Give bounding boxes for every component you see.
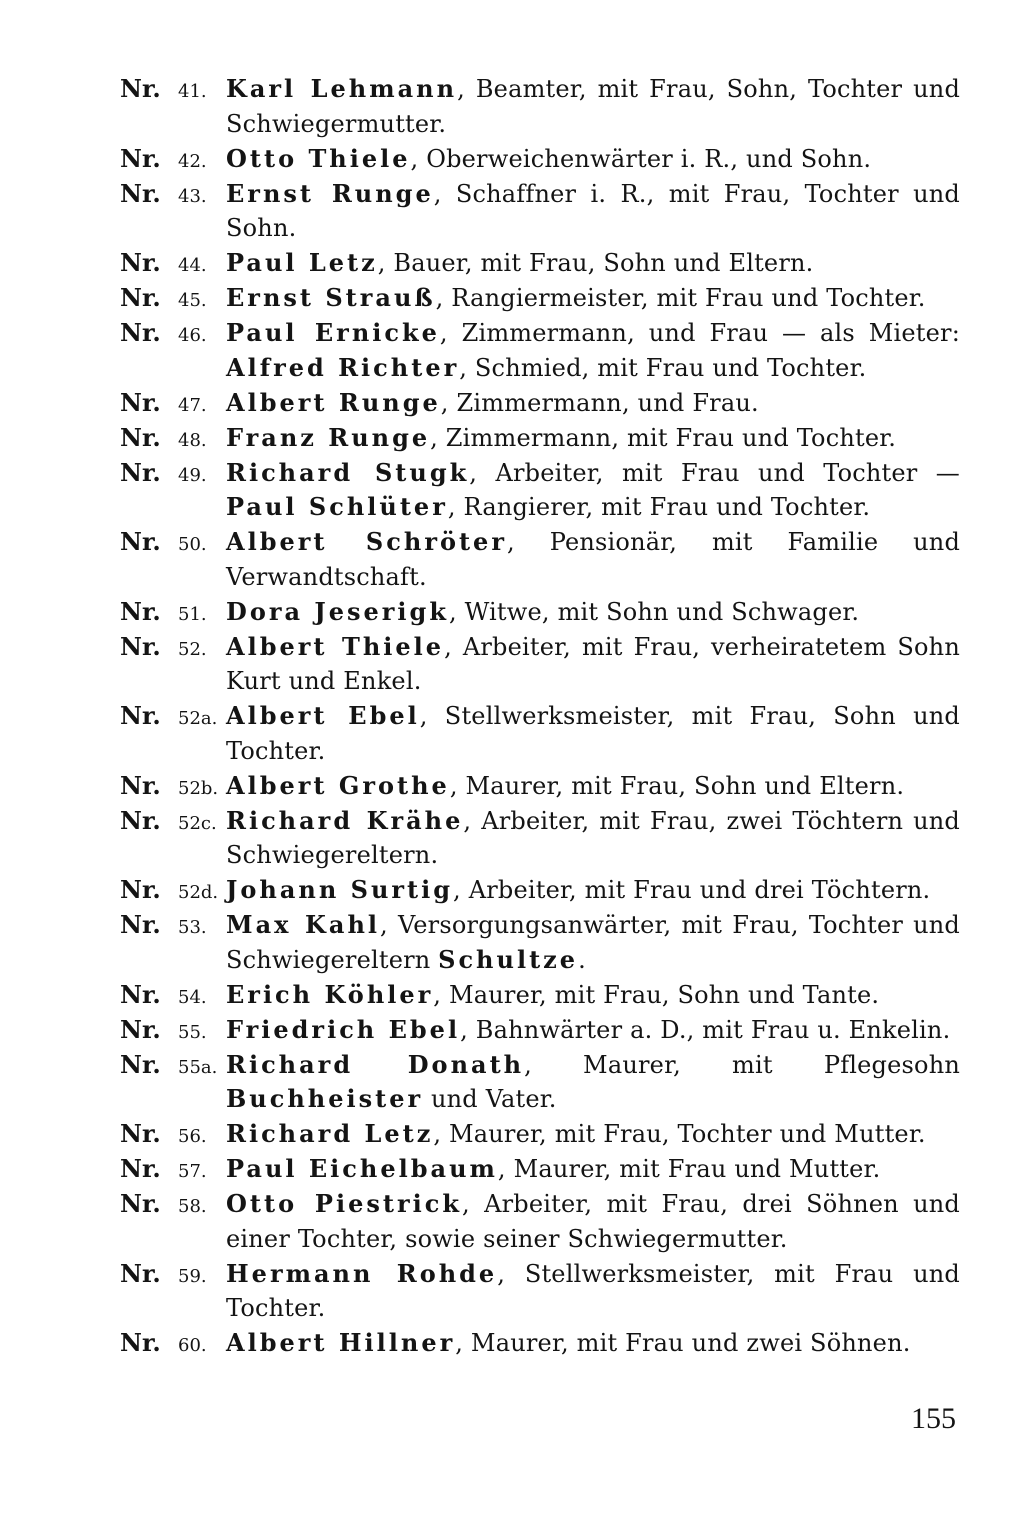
resident-name: Richard Donath (226, 1049, 525, 1079)
resident-name: Paul Letz (226, 248, 378, 277)
tenant-name: Alfred Richter (226, 352, 460, 382)
entry-number (120, 1326, 224, 1364)
list-entry (120, 1013, 960, 1048)
second-resident-description: , Rangierer, mit Frau und Tochter. (447, 493, 871, 521)
entry-number (120, 630, 224, 668)
entry-number-value: 59. (178, 1265, 207, 1287)
resident-description: , Versorgungsanwärter, mit Frau, Tochter und Schwiegereltern (226, 911, 960, 974)
resident-name: Dora Jeserigk (226, 596, 449, 626)
foster-son-name: Buchheister (226, 1084, 424, 1113)
resident-description: , Zimmermann, und Frau. (440, 388, 759, 417)
list-entry (120, 525, 960, 594)
entry-number-prefix: Nr. (120, 387, 161, 417)
entry-number-value: 54. (178, 986, 207, 1008)
list-entry (120, 595, 960, 630)
entry-number-prefix: Nr. (120, 283, 161, 312)
entry-number-prefix: Nr. (120, 1328, 161, 1357)
entry-number-prefix: Nr. (120, 910, 161, 939)
tenant-description: , Schmied, mit Frau und Tochter. (459, 353, 867, 382)
resident-list (120, 72, 960, 1361)
entry-number-value: 48. (178, 429, 207, 451)
resident-description: , Beamter, mit Frau, Sohn, Tochter und Schwiegermutter. (226, 75, 961, 138)
list-entry (120, 1048, 960, 1117)
resident-name: Richard Letz (226, 1119, 434, 1148)
entry-number-value: 52. (178, 638, 207, 660)
entry-number-value: 52d. (178, 882, 219, 903)
entry-number-value: 49. (178, 464, 207, 486)
resident-name: Paul Ernicke (226, 318, 440, 347)
resident-name: Ernst Runge (226, 178, 434, 208)
entry-number-prefix: Nr. (120, 422, 161, 452)
entry-number-prefix: Nr. (120, 701, 161, 730)
list-entry (120, 1117, 960, 1152)
entry-number (120, 1152, 224, 1190)
list-entry (120, 699, 960, 768)
list-entry (120, 1257, 960, 1326)
relative-name: Schultze (438, 944, 579, 974)
list-entry (120, 246, 960, 281)
entry-number-prefix: Nr. (120, 631, 161, 661)
entry-number-value: 58. (178, 1196, 207, 1217)
entry-number-value: 53. (178, 917, 207, 938)
resident-description: , Bauer, mit Frau, Sohn und Eltern. (377, 249, 814, 277)
entry-number (120, 72, 224, 110)
resident-name: Hermann Rohde (226, 1258, 498, 1288)
resident-description: , Pensionär, mit Familie und Verwandtschaft. (226, 528, 961, 591)
list-entry (120, 72, 960, 141)
list-entry (120, 386, 960, 421)
resident-description: , Maurer, mit Frau, Sohn und Eltern. (449, 771, 905, 800)
entry-number (120, 978, 224, 1016)
entry-number-value: 51. (178, 603, 207, 625)
entry-number-value: 47. (178, 394, 207, 416)
entry-number (120, 525, 224, 563)
entry-number-prefix: Nr. (120, 318, 161, 347)
resident-name: Otto Thiele (226, 143, 411, 173)
resident-name: Otto Piestrick (226, 1189, 462, 1218)
resident-description: , Rangiermeister, mit Frau und Tochter. (435, 284, 926, 312)
entry-number (120, 1013, 224, 1051)
list-entry (120, 769, 960, 804)
resident-name: Max Kahl (226, 910, 381, 939)
list-entry (120, 421, 960, 456)
resident-description: , Arbeiter, mit Frau, zwei Töchtern und Schwiegereltern. (226, 806, 960, 869)
resident-description: , Bahnwärter a. D., mit Frau u. Enkelin. (460, 1015, 951, 1044)
list-entry (120, 630, 960, 699)
resident-description: , Arbeiter, mit Frau, drei Söhnen und einer Tochter, sowie seiner Schwiegermutter. (226, 1190, 960, 1253)
entry-number-prefix: Nr. (120, 979, 161, 1009)
resident-name: Richard Krähe (226, 805, 464, 835)
resident-description: , Zimmermann, mit Frau und Tochter. (430, 423, 897, 452)
entry-number (120, 769, 224, 807)
entry-number (120, 1117, 224, 1155)
resident-name: Albert Hillner (226, 1328, 456, 1357)
list-entry (120, 978, 960, 1013)
list-entry (120, 1326, 960, 1361)
entry-number-value: 57. (178, 1161, 207, 1182)
resident-description: , Schaffner i. R., mit Frau, Tochter und Sohn. (226, 179, 960, 242)
entry-number (120, 873, 224, 911)
resident-description: , Arbeiter, mit Frau, verheiratetem Sohn Kurt und Enkel. (226, 632, 960, 695)
entry-number-prefix: Nr. (120, 527, 161, 556)
resident-name: Albert Schröter (226, 527, 507, 556)
resident-description: , Maurer, mit Frau und Mutter. (497, 1155, 881, 1183)
list-entry (120, 177, 960, 246)
entry-number (120, 386, 224, 424)
entry-number-prefix: Nr. (120, 1049, 161, 1079)
entry-number (120, 246, 224, 284)
entry-number-value: 55a. (178, 1056, 218, 1078)
entry-number-value: 46. (178, 325, 207, 346)
resident-description: , Stellwerksmeister, mit Frau und Tochter. (226, 1259, 960, 1322)
list-entry (120, 142, 960, 177)
resident-name: Erich Köhler (226, 979, 434, 1009)
list-entry (120, 873, 960, 908)
entry-number-value: 42. (178, 150, 207, 172)
entry-number-value: 55. (178, 1021, 207, 1043)
resident-name: Johann Surtig (226, 875, 454, 904)
page-number: 155 (911, 1402, 956, 1435)
entry-number-prefix: Nr. (120, 770, 161, 800)
resident-name: Albert Runge (226, 387, 441, 417)
resident-name: Albert Ebel (226, 701, 420, 730)
resident-description: , Arbeiter, mit Frau und drei Töchtern. (453, 876, 931, 904)
entry-number-prefix: Nr. (120, 596, 161, 626)
entry-number (120, 908, 224, 946)
entry-number-prefix: Nr. (120, 1119, 161, 1148)
entry-number-prefix: Nr. (120, 1189, 161, 1218)
resident-name: Paul Eichelbaum (226, 1154, 498, 1183)
entry-number-value: 44. (178, 255, 207, 276)
entry-number (120, 281, 224, 319)
entry-number-value: 50. (178, 534, 207, 555)
resident-name: Franz Runge (226, 422, 431, 452)
relative-description: . (578, 945, 586, 974)
entry-number-prefix: Nr. (120, 74, 161, 103)
entry-number (120, 421, 224, 459)
entry-number (120, 142, 224, 180)
entry-number (120, 456, 224, 494)
entry-number-prefix: Nr. (120, 457, 161, 487)
entry-number-value: 52c. (178, 812, 217, 834)
entry-number-prefix: Nr. (120, 875, 161, 904)
list-entry (120, 804, 960, 873)
resident-name: Richard Stugk (226, 457, 470, 487)
entry-number-prefix: Nr. (120, 1258, 161, 1288)
entry-number (120, 699, 224, 737)
entry-number (120, 804, 224, 842)
entry-number-prefix: Nr. (120, 248, 161, 277)
resident-name: Albert Grothe (226, 770, 450, 800)
list-entry (120, 1152, 960, 1187)
entry-number-prefix: Nr. (120, 1154, 161, 1183)
entry-number-prefix: Nr. (120, 143, 161, 173)
resident-description: , Maurer, mit Frau und zwei Söhnen. (455, 1329, 911, 1357)
foster-son-description: und Vater. (423, 1085, 557, 1113)
resident-description: , Maurer, mit Frau, Tochter und Mutter. (433, 1120, 926, 1148)
list-entry (120, 316, 960, 385)
resident-description: , Zimmermann, und Frau — als Mieter: (439, 319, 961, 347)
entry-number (120, 1187, 224, 1225)
resident-name: Friedrich Ebel (226, 1014, 461, 1044)
resident-description: , Maurer, mit Pflegesohn (524, 1050, 961, 1079)
list-entry (120, 1187, 960, 1256)
entry-number (120, 595, 224, 633)
entry-number-value: 41. (178, 81, 207, 102)
entry-number-value: 60. (178, 1335, 207, 1356)
entry-number (120, 177, 224, 215)
entry-number-prefix: Nr. (120, 805, 161, 835)
resident-description: , Arbeiter, mit Frau und Tochter — (469, 458, 961, 487)
resident-description: , Witwe, mit Sohn und Schwager. (448, 597, 860, 626)
entry-number (120, 1048, 224, 1086)
resident-description: , Oberweichenwärter i. R., und Sohn. (410, 144, 872, 173)
resident-description: , Stellwerksmeister, mit Frau, Sohn und Tochter. (226, 702, 960, 765)
resident-name: Albert Thiele (226, 631, 445, 661)
resident-name: Karl Lehmann (226, 74, 458, 103)
resident-name: Ernst Strauß (226, 283, 436, 312)
entry-number-value: 52a. (178, 708, 218, 729)
resident-description: , Maurer, mit Frau, Sohn und Tante. (433, 980, 880, 1009)
list-entry (120, 908, 960, 977)
list-entry (120, 456, 960, 525)
list-entry (120, 281, 960, 316)
entry-number (120, 316, 224, 354)
entry-number-value: 45. (178, 290, 207, 311)
entry-number-prefix: Nr. (120, 178, 161, 208)
entry-number (120, 1257, 224, 1295)
entry-number-prefix: Nr. (120, 1014, 161, 1044)
entry-number-value: 43. (178, 185, 207, 207)
entry-number-value: 56. (178, 1126, 207, 1147)
second-resident-name: Paul Schlüter (226, 492, 448, 521)
entry-number-value: 52b. (178, 777, 219, 799)
